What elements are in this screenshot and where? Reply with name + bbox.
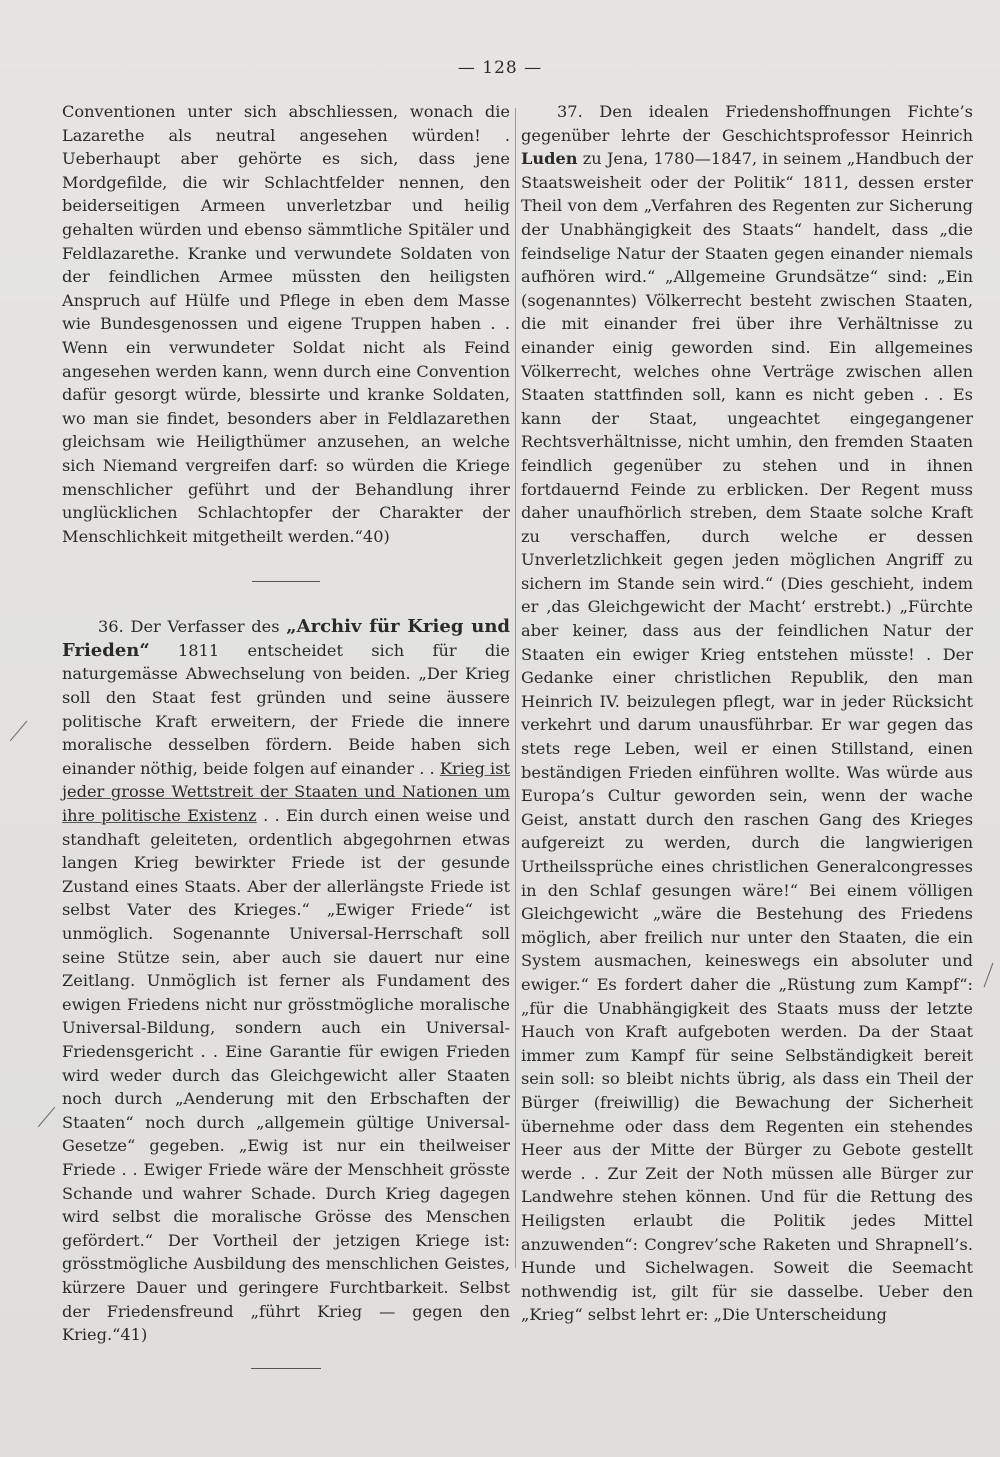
paragraph-continuation: Conventionen unter sich abschliessen, wonach die Lazarethe als neutral angesehen würden! . Ueberhaupt aber gehörte es sich, dass jene Mordgefilde, die wir Schlachtfelder nennen, den beiderseitigen Armeen unverletzbar und heilig gehalten würden und ebenso sämmtliche Spitäler und Feldlazarethe. Kranke und verwundete Soldaten von der feindlichen Armee müssten den heiligsten Anspruch auf Hülfe und Pflege in eben dem Masse wie Bundesgenossen und eigene Truppen haben . . Wenn ein verwundeter Soldat nicht als Feind angesehen werden kann, wenn durch eine Convention dafür gesorgt würde, blessirte und kranke Soldaten, wo man sie findet, besonders aber in Feldlazarethen gleichsam wie Heiligthümer anzusehen, an welche sich Niemand vergreifen darf: so würden die Kriege menschlicher geführt und der Behandlung ihrer unglücklichen Schlachtopfer der Charakter der Menschlichkeit mitgetheilt werden.“40) xyxy=(62,102,510,546)
margin-pencil-mark xyxy=(38,1107,55,1128)
author-name: Luden xyxy=(521,149,578,169)
column-divider xyxy=(515,108,516,1268)
paragraph-36 xyxy=(62,615,510,1346)
paragraph-36-mid: 1811 entscheidet sich für die naturgemässe Abwechselung von beiden. „Der Krieg soll den Staat fest gründen und seine äussere politische Kraft erweitern, der Friede die innere moralische desselben fördern. Beide haben sich einander nöthig, beide folgen auf einander . . xyxy=(62,640,510,778)
right-column xyxy=(521,100,973,1327)
margin-pencil-mark xyxy=(984,963,994,988)
section-separator xyxy=(252,581,320,582)
end-separator xyxy=(251,1368,321,1369)
paragraph-36-end: . . Ein durch einen weise und standhaft geleiteten, ordentlich abgegohrnen etwas langen Krieg bewirkter Friede ist der gesunde Zustand eines Staats. Aber der allerlängste Friede ist selbst Vater des Krieges.“ „Ewiger Friede“ ist unmöglich. Sogenannte Universal-Herrschaft soll seine Stütze sein, aber auch sie dauert nur eine Zeitlang. Unmöglich ist ferner als Fundament des ewigen Friedens nicht nur grösstmögliche moralische Universal-Bildung, sondern auch ein Universal-Friedensgericht . . Eine Garantie für ewigen Frieden wird weder durch das Gleichgewicht aller Staaten noch durch „Aenderung mit den Erbschaften der Staaten“ noch durch „allgemein gültige Universal-Gesetze“ gegeben. „Ewig ist nur ein theilweiser Friede . . Ewiger Friede wäre der Menschheit grösste Schande und wahrer Schade. Durch Krieg dagegen wird selbst die moralische Grösse des Menschen gefördert.“ Der Vortheil der jetzigen Kriege ist: grösstmögliche Ausbildung des menschlichen Geistes, kürzere Dauer und geringere Furchtbarkeit. Selbst der Friedensfreund „führt Krieg — gegen den Krieg.“41) xyxy=(62,806,510,1345)
underlined-passage: Krieg ist jeder grosse Wettstreit der Staaten und Nationen um ihre politische Existenz xyxy=(62,758,511,826)
paragraph-37-start: 37. Den idealen Friedenshoffnungen Fichte’s gegenüber lehrte der Geschichtsprofessor Heinrich xyxy=(521,102,973,145)
paragraph-37-end: zu Jena, 1780—1847, in seinem „Handbuch der Staatsweisheit oder der Politik“ 1811, dessen erster Theil von dem „Verfahren des Regenten zur Sicherung der Unabhängigkeit des Staats“ handelt, dass „die feindselige Natur der Staaten gegen einander niemals aufhören wird.“ „Allgemeine Grundsätze“ sind: „Ein (sogenanntes) Völkerrecht besteht zwischen Staaten, die mit einander frei über ihre Verhältnisse zu einander einig geworden sind. Ein allgemeines Völkerrecht, welches ohne Verträge zwischen allen Staaten stattfinden soll, kann es nicht geben . . Es kann der Staat, ungeachtet eingegangener Rechtsverhältnisse, nicht umhin, den fremden Staaten feindlich gegenüber zu stehen und in ihnen fortdauernd Feinde zu erblicken. Der Regent muss daher unaufhörlich streben, dem Staate solche Kraft zu verschaffen, durch welche er dessen Unverletzlichkeit gegen jeden möglichen Angriff zu sichern im Stande sein wird.“ (Dies geschieht, indem er ‚das Gleichgewicht der Macht‘ erstrebt.) „Fürchte aber keiner, dass aus der feindlichen Natur der Staaten ein ewiger Krieg entstehen müsste! . Der Gedanke einer christlichen Republik, den man Heinrich IV. beizulegen pflegt, war in jeder Rücksicht verkehrt und darum unausführbar. Er war gegen das stets rege Leben, weil er einen Stillstand, einen beständigen Frieden einführen wollte. Was würde aus Europa’s Cultur geworden sein, wenn der wache Geist, anstatt durch den raschen Gang des Krieges aufgereizt zu werden, durch die langwierigen Urtheilssprüche eines christlichen Generalcongresses in den Schlaf gesungen wäre!“ Bei einem völligen Gleichgewicht „wäre die Bestehung des Friedens möglich, aber freilich nur unter den Staaten, die ein System ausmachen, keineswegs ein absoluter und ewiger.“ Es fordert daher die „Rüstung zum Kampf“: „für die Unabhängigkeit des Staats muss der letzte Hauch von Kraft aufgeboten werden. Da der Staat immer zum Kampf für seine Selbständigkeit bereit sein soll: so bleibt nichts übrig, als dass ein Theil der Bürger (freiwillig) die Bewachung der Sicherheit übernehme oder dass dem Regenten ein stehendes Heer aus der Mitte der Bürger zu Gebote gestellt werde . . Zur Zeit der Noth müssen alle Bürger zur Landwehre stehen können. Und für die Rettung des Heiligsten erlaubt die Politik jedes Mittel anzuwenden“: Congrev’sche Raketen und Shrapnell’s. Hunde und Sichelwagen. Soweit die Seemacht nothwendig ist, gilt für sie dasselbe. Ueber den „Krieg“ selbst lehrt er: „Die Unterscheidung xyxy=(521,149,973,1325)
work-title: „Archiv für Krieg und Frieden“ xyxy=(62,616,511,661)
left-column xyxy=(62,100,510,1369)
page-number: — 128 — xyxy=(457,58,543,78)
paragraph-36-start: 36. Der Verfasser des xyxy=(98,617,287,637)
margin-pencil-mark xyxy=(10,721,27,742)
paragraph-37 xyxy=(521,100,973,1327)
